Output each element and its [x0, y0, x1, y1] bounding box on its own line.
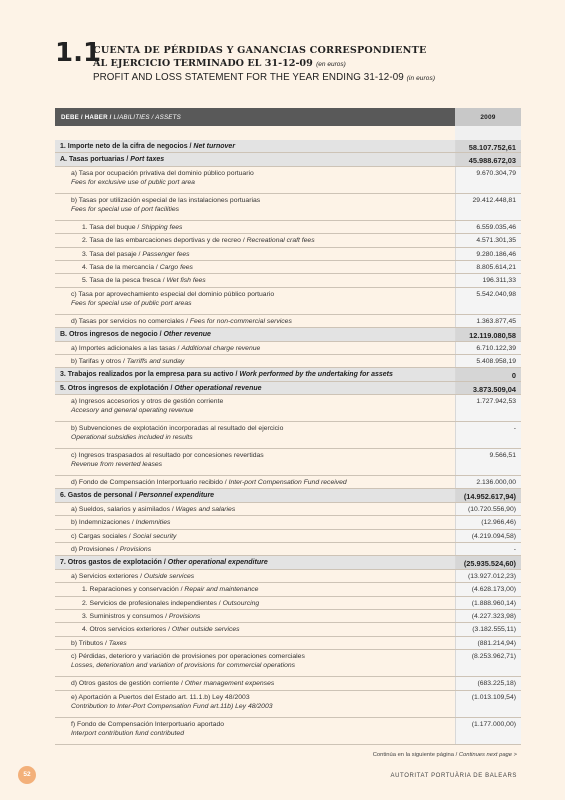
row-label: [55, 637, 455, 649]
table-row: [55, 489, 521, 502]
row-value: 0: [455, 368, 521, 380]
table-row: [55, 570, 521, 583]
table-row: [55, 342, 521, 355]
row-value: (4.219.094,58): [455, 530, 521, 542]
row-label-text: 4. Tasa de la mercancía /: [82, 263, 160, 271]
row-label: [55, 556, 455, 568]
row-label-translation: Wages and salaries: [175, 505, 236, 513]
section-titles: [93, 44, 523, 85]
table-row: [55, 355, 521, 368]
table-row: [55, 597, 521, 610]
row-label-text: c) Pérdidas, deterioro y variación de provisiones por operaciones comerciales: [71, 653, 305, 661]
row-label: [55, 623, 455, 635]
row-label-text: a) Ingresos accesorios y otros de gestión corriente: [71, 398, 224, 406]
row-label-translation: Passenger fees: [142, 250, 190, 258]
row-label: [55, 140, 455, 152]
row-label-text: b) Tributos /: [71, 639, 109, 647]
row-value: 9.566,51: [455, 449, 521, 475]
row-label: [55, 194, 455, 220]
continues-en: Continues next page: [458, 752, 512, 758]
row-label: [55, 328, 455, 340]
row-label-text: 5. Tasa de la pesca fresca /: [82, 277, 167, 285]
title-en-text: PROFIT AND LOSS STATEMENT FOR THE YEAR ENDING 31-12-09: [93, 72, 404, 83]
row-value: 5.542.040,98: [455, 288, 521, 314]
row-value: 9.670.304,79: [455, 167, 521, 193]
table-row: [55, 194, 521, 221]
title-es-line-2: [93, 57, 523, 71]
footer-organization: AUTORITAT PORTUÀRIA DE BALEARS: [390, 773, 517, 779]
row-value: 3.873.509,04: [455, 382, 521, 394]
table-row: [55, 556, 521, 569]
row-value: (1.013.109,54): [455, 691, 521, 717]
currency-note-es: (en euros): [316, 61, 346, 68]
header-spacer: [55, 126, 521, 140]
row-label-text: b) Tarifas y otros /: [71, 357, 127, 365]
row-label-text: d) Tasas por servicios no comerciales /: [71, 317, 190, 325]
row-label-text: c) Ingresos traspasados al resultado por concesiones revertidas: [71, 452, 264, 460]
table-row: [55, 395, 521, 422]
table-row: [55, 691, 521, 718]
row-label: [55, 395, 455, 421]
row-label: [55, 422, 455, 448]
row-label: [55, 382, 455, 394]
row-label-text: d) Otros gastos de gestión corriente /: [71, 680, 185, 688]
row-sub-translation: Fees for special use of port facilities: [71, 205, 180, 213]
row-label: [55, 355, 455, 367]
table-row: [55, 503, 521, 516]
row-label-translation: Other operational expenditure: [167, 559, 268, 567]
row-label-text: 3. Suministros y consumos /: [82, 612, 169, 620]
row-label-text: a) Sueldos, salarios y asimilados /: [71, 505, 176, 513]
header-label-italic: LIABILITIES / ASSETS: [113, 114, 181, 121]
row-value: 45.988.672,03: [455, 153, 521, 165]
row-label: [55, 516, 455, 528]
row-label-text: 4. Otros servicios exteriores /: [82, 626, 172, 634]
row-label-translation: Additional charge revenue: [181, 344, 261, 352]
row-label-text: 3. Tasa del pasaje /: [82, 250, 143, 258]
table-row: [55, 530, 521, 543]
row-label: [55, 489, 455, 501]
row-label-translation: Inter-port Compensation Fund received: [228, 479, 347, 487]
row-value: (683.225,18): [455, 677, 521, 689]
row-label-text: e) Aportación a Puertos del Estado art. 11.1.b) Ley 48/2003: [71, 693, 250, 701]
table-row: [55, 167, 521, 194]
row-label: [55, 530, 455, 542]
row-label-translation: Outsourcing: [222, 599, 260, 607]
row-label: [55, 274, 455, 286]
row-value: (4.227.323,98): [455, 610, 521, 622]
table-row: [55, 315, 521, 328]
row-value: (10.720.556,90): [455, 503, 521, 515]
row-label: [55, 368, 455, 380]
table-row: [55, 328, 521, 341]
row-label-text: B. Otros ingresos de negocio /: [60, 331, 164, 339]
row-value: (1.177.000,00): [455, 718, 521, 744]
row-value: (12.966,46): [455, 516, 521, 528]
row-label-text: d) Provisiones /: [71, 546, 120, 554]
row-label-translation: Wet fish fees: [166, 277, 206, 285]
row-label: [55, 718, 455, 744]
row-label: [55, 503, 455, 515]
page-number: 52: [18, 766, 36, 784]
row-label-translation: Social security: [132, 532, 177, 540]
row-value: (25.935.524,60): [455, 556, 521, 568]
row-label-text: 1. Tasa del buque /: [82, 223, 142, 231]
continues-note: [373, 752, 517, 758]
row-sub-translation: Contribution to Inter-Port Compensation Fund art.11b) Ley 48/2003: [71, 702, 273, 710]
row-value: (4.628.173,00): [455, 583, 521, 595]
row-label: [55, 288, 455, 314]
row-label-translation: Recreational craft fees: [246, 237, 315, 245]
row-value: 1.363.877,45: [455, 315, 521, 327]
table-row: [55, 140, 521, 153]
row-value: 196.311,33: [455, 274, 521, 286]
row-label: [55, 221, 455, 233]
row-sub-translation: Revenue from reverted leases: [71, 461, 163, 469]
row-value: (881.214,94): [455, 637, 521, 649]
table-row: [55, 234, 521, 247]
row-label-text: 5. Otros ingresos de explotación /: [60, 384, 175, 392]
row-label-translation: Other revenue: [163, 331, 211, 339]
row-label-text: 6. Gastos de personal /: [60, 492, 139, 500]
table-row: [55, 476, 521, 489]
row-label-translation: Outside services: [143, 572, 195, 580]
row-label: [55, 583, 455, 595]
row-label-translation: Fees for non-commercial services: [189, 317, 292, 325]
row-label-translation: Other outside services: [171, 626, 240, 634]
table-row: [55, 650, 521, 677]
header-label-bold: DEBE / HABER /: [61, 114, 114, 121]
continues-es: Continúa en la siguiente página /: [372, 752, 459, 758]
table-row: [55, 248, 521, 261]
row-value: 6.710.122,39: [455, 342, 521, 354]
row-label-text: b) Subvenciones de explotación incorporadas al resultado del ejercicio: [71, 425, 284, 433]
header-year: 2009: [455, 108, 521, 126]
row-label-text: b) Indemnizaciones /: [71, 519, 136, 527]
table-row: [55, 153, 521, 166]
row-value: -: [455, 422, 521, 448]
row-value: (13.927.012,23): [455, 570, 521, 582]
row-label-text: 1. Reparaciones y conservación /: [82, 586, 185, 594]
row-label-translation: Taxes: [108, 639, 127, 647]
table-row: [55, 543, 521, 556]
row-label: [55, 570, 455, 582]
table-row: [55, 718, 521, 745]
title-es-line-1: CUENTA DE PÉRDIDAS Y GANANCIAS CORRESPONDIENTE: [93, 45, 427, 56]
row-value: 8.805.614,21: [455, 261, 521, 273]
row-label: [55, 234, 455, 246]
row-value: 1.727.942,53: [455, 395, 521, 421]
row-label-text: f) Fondo de Compensación Interportuario aportado: [71, 720, 225, 728]
table-row: [55, 677, 521, 690]
row-label-text: 7. Otros gastos de explotación /: [60, 559, 168, 567]
row-sub-translation: Fees for exclusive use of public port area: [71, 178, 195, 186]
row-label: [55, 543, 455, 555]
row-value: 6.559.035,46: [455, 221, 521, 233]
title-en: [93, 71, 523, 85]
row-label-text: A. Tasas portuarias /: [60, 156, 131, 164]
row-label-translation: Net turnover: [193, 143, 236, 150]
row-sub-translation: Fees for special use of public port areas: [71, 299, 192, 307]
row-label: [55, 153, 455, 165]
table-row: [55, 382, 521, 395]
row-sub-translation: Losses, deterioration and variation of provisions for commercial operations: [71, 662, 296, 670]
table-row: [55, 274, 521, 287]
row-label-text: d) Fondo de Compensación Interportuario recibido /: [71, 479, 229, 487]
table-row: [55, 368, 521, 381]
row-label-text: c) Tasa por aprovechamiento especial del dominio público portuario: [71, 290, 275, 298]
row-label-translation: Shipping fees: [141, 223, 183, 231]
row-label-text: a) Servicios exteriores /: [71, 572, 144, 580]
row-label: [55, 167, 455, 193]
row-label-translation: Other operational revenue: [174, 384, 262, 392]
row-sub-translation: Interport contribution fund contributed: [71, 729, 184, 737]
table-row: [55, 261, 521, 274]
row-label-text: a) Importes adicionales a las tasas /: [71, 344, 182, 352]
row-value: 12.119.080,58: [455, 328, 521, 340]
row-label-text: c) Cargas sociales /: [71, 532, 133, 540]
row-label: [55, 476, 455, 488]
row-label: [55, 610, 455, 622]
row-label-translation: Other management expenses: [184, 680, 275, 688]
row-value: -: [455, 543, 521, 555]
continues-arrow: >: [512, 752, 517, 758]
row-label-translation: Provisions: [168, 612, 201, 620]
header-label: [55, 108, 455, 126]
row-sub-translation: Operational subsidies included in results: [71, 434, 193, 442]
row-value: 5.408.958,19: [455, 355, 521, 367]
row-label: [55, 677, 455, 689]
row-value: (1.888.960,14): [455, 597, 521, 609]
row-label-translation: Personnel expenditure: [138, 492, 215, 500]
row-label-translation: Tarriffs and sunday: [126, 357, 185, 365]
row-label-translation: Indemnities: [135, 519, 171, 527]
row-label-translation: Work performed by the undertaking for assets: [239, 371, 393, 379]
table-row: [55, 422, 521, 449]
table-row: [55, 516, 521, 529]
row-value: (14.952.617,94): [455, 489, 521, 501]
row-label: [55, 261, 455, 273]
table-body: [55, 140, 521, 745]
title-es-line-2-text: AL EJERCICIO TERMINADO EL 31-12-09: [93, 58, 313, 69]
row-label-translation: Cargo fees: [159, 263, 193, 271]
row-sub-translation: Accesory and general operating revenue: [71, 407, 194, 415]
profit-loss-table: [55, 108, 521, 745]
row-value: (8.253.962,71): [455, 650, 521, 676]
row-label: [55, 449, 455, 475]
table-row: [55, 221, 521, 234]
currency-note-en: (in euros): [406, 75, 436, 82]
row-value: 4.571.301,35: [455, 234, 521, 246]
row-label-text: 2. Servicios de profesionales independientes /: [82, 599, 223, 607]
table-row: [55, 637, 521, 650]
row-label: [55, 342, 455, 354]
row-value: 29.412.448,81: [455, 194, 521, 220]
row-value: 58.107.752,61: [455, 140, 521, 152]
table-row: [55, 623, 521, 636]
row-label-text: 1. Importe neto de la cifra de negocios /: [60, 143, 194, 150]
table-row: [55, 288, 521, 315]
row-label-text: 2. Tasa de las embarcaciones deportivas y de recreo /: [82, 237, 247, 245]
row-label-translation: Port taxes: [130, 156, 165, 164]
row-value: 9.280.186,46: [455, 248, 521, 260]
row-label: [55, 597, 455, 609]
row-label: [55, 315, 455, 327]
table-row: [55, 449, 521, 476]
row-label: [55, 650, 455, 676]
table-header: [55, 108, 521, 126]
row-label-translation: Repair and maintenance: [184, 586, 259, 594]
row-label-text: a) Tasa por ocupación privativa del dominio público portuario: [71, 169, 254, 177]
section-number: 1.1: [55, 38, 102, 68]
table-row: [55, 583, 521, 596]
row-label-translation: Provisions: [119, 546, 152, 554]
row-label: [55, 691, 455, 717]
row-value: (3.182.555,11): [455, 623, 521, 635]
row-label: [55, 248, 455, 260]
table-row: [55, 610, 521, 623]
row-label-text: b) Tasas por utilización especial de las instalaciones portuarias: [71, 196, 261, 204]
row-value: 2.136.000,00: [455, 476, 521, 488]
row-label-text: 3. Trabajos realizados por la empresa para su activo /: [60, 371, 240, 379]
